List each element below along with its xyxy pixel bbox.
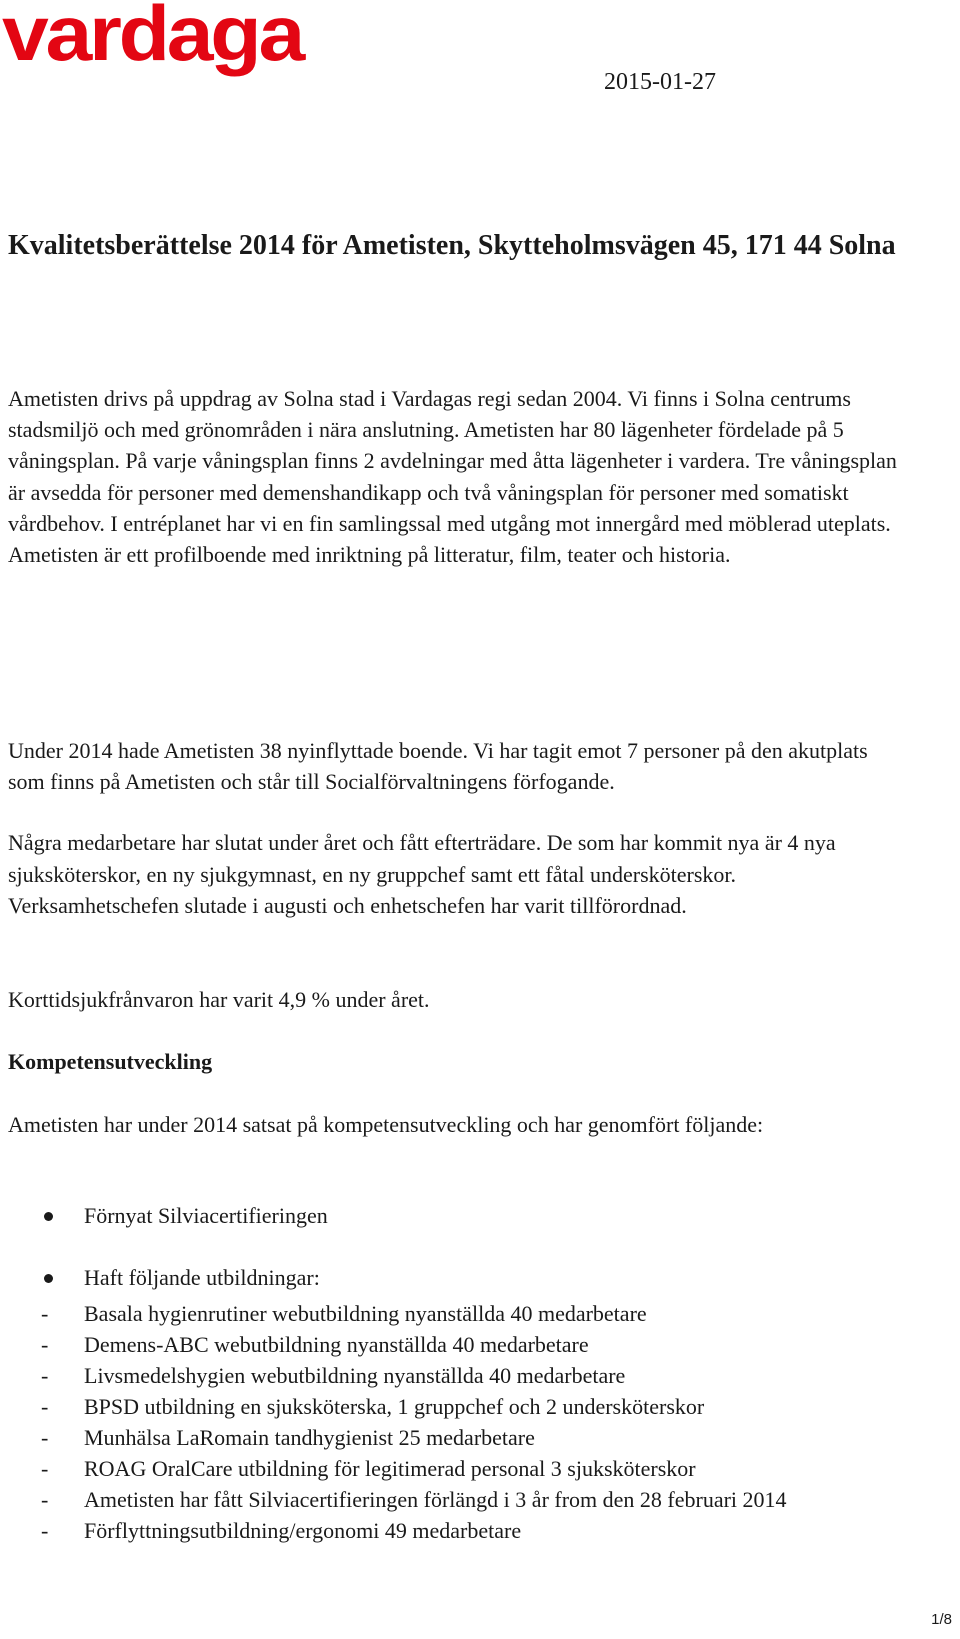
dash-marker: - (41, 1425, 49, 1450)
training-text: Basala hygienrutiner webutbildning nyanställda 40 medarbetare (84, 1301, 647, 1326)
intro-paragraph: Ametisten drivs på uppdrag av Solna stad i Vardagas regi sedan 2004. Vi finns i Solna centrums stadsmiljö och med grönområden i nära anslutning. Ametisten har 80 lägenheter fördelade på 5 våningsplan. På varje våningsplan finns 2 avdelningar med åtta lägenheter i vardera. Tre våningsplan är avsedda för personer med demenshandikapp och två våningsplan för personer med somatiskt vårdbehov. I entréplanet har vi en fin samlingssal med utgång mot innergård med möblerad uteplats. Ametisten är ett profilboende med inriktning på litteratur, film, teater och historia. (8, 386, 897, 568)
page-number: 1/8 (931, 1611, 952, 1628)
training-item (0, 1515, 930, 1546)
bullet-text: Haft följande utbildningar: (84, 1265, 320, 1290)
sick-leave-paragraph: Korttidsjukfrånvaron har varit 4,9 % under året. (8, 987, 430, 1012)
dash-marker: - (41, 1456, 49, 1481)
dash-marker: - (41, 1518, 49, 1543)
training-text: BPSD utbildning en sjuksköterska, 1 gruppchef och 2 undersköterskor (84, 1394, 705, 1419)
bullet-text: Förnyat Silviacertifieringen (84, 1203, 328, 1228)
vardaga-logo (2, 0, 308, 90)
training-text: Demens-ABC webutbildning nyanställda 40 medarbetare (84, 1332, 589, 1357)
training-item (0, 1298, 930, 1329)
bullet-item (0, 1200, 900, 1262)
logo-wordmark: vardaga (2, 0, 306, 77)
dash-marker: - (41, 1301, 49, 1326)
training-text: Munhälsa LaRomain tandhygienist 25 medarbetare (84, 1425, 535, 1450)
training-item (0, 1391, 930, 1422)
training-list (0, 1298, 930, 1546)
residents-paragraph: Under 2014 hade Ametisten 38 nyinflyttade boende. Vi har tagit emot 7 personer på den akutplats som finns på Ametisten och står till Socialförvaltningens förfogande. (8, 738, 868, 794)
training-text: ROAG OralCare utbildning för legitimerad personal 3 sjuksköterskor (84, 1456, 696, 1481)
training-text: Förflyttningsutbildning/ergonomi 49 medarbetare (84, 1518, 522, 1543)
training-item (0, 1422, 930, 1453)
bullet-icon (44, 1212, 53, 1221)
competence-intro: Ametisten har under 2014 satsat på kompetensutveckling och har genomfört följande: (8, 1112, 764, 1137)
competence-heading: Kompetensutveckling (8, 1049, 213, 1074)
dash-marker: - (41, 1332, 49, 1357)
training-text: Ametisten har fått Silviacertifieringen förlängd i 3 år from den 28 februari 2014 (84, 1487, 787, 1512)
training-item (0, 1329, 930, 1360)
training-text: Livsmedelshygien webutbildning nyanställda 40 medarbetare (84, 1363, 626, 1388)
training-item (0, 1360, 930, 1391)
dash-marker: - (41, 1487, 49, 1512)
document-title: Kvalitetsberättelse 2014 för Ametisten, Skytteholmsvägen 45, 171 44 Solna (8, 230, 896, 261)
training-item (0, 1453, 930, 1484)
dash-marker: - (41, 1394, 49, 1419)
document-date: 2015-01-27 (604, 69, 716, 95)
training-item (0, 1484, 930, 1515)
bullet-icon (44, 1274, 53, 1283)
staff-paragraph: Några medarbetare har slutat under året och fått efterträdare. De som har kommit nya är 4 nya sjuksköterskor, en ny sjukgymnast, en ny gruppchef samt ett fåtal undersköterskor. Verksamhetschefen slutade i augusti och enhetschefen har varit tillförordnad. (8, 830, 836, 918)
dash-marker: - (41, 1363, 49, 1388)
